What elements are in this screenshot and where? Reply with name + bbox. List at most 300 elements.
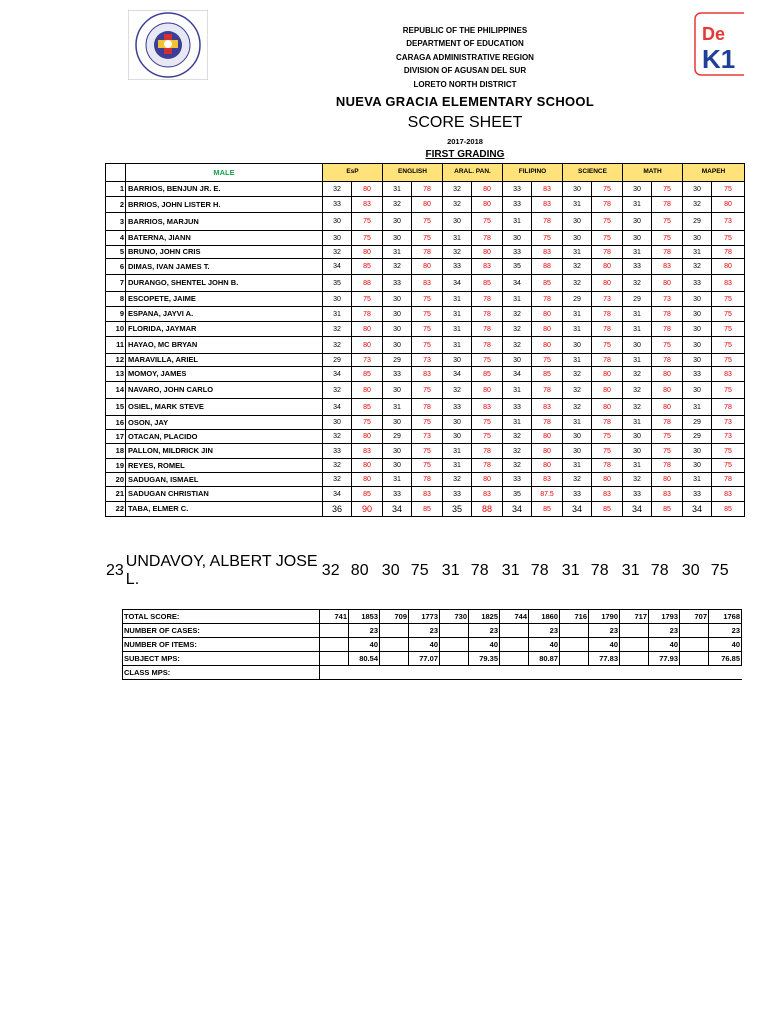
percent-score: 85 <box>532 275 563 292</box>
percent-score: 85 <box>652 502 683 517</box>
percent-score: 75 <box>712 182 745 197</box>
raw-score: 30 <box>383 459 412 473</box>
raw-score: 31 <box>443 337 472 354</box>
raw-score: 31 <box>561 562 580 579</box>
summary-value: 23 <box>529 624 560 638</box>
raw-score: 31 <box>503 382 532 399</box>
percent-score: 78 <box>472 307 503 322</box>
empty-row <box>105 590 743 604</box>
percent-score: 78 <box>592 459 623 473</box>
raw-score: 32 <box>323 337 352 354</box>
table-row <box>106 292 745 307</box>
raw-score: 33 <box>503 473 532 487</box>
raw-score: 33 <box>443 487 472 502</box>
summary-value: 40 <box>649 638 680 652</box>
summary-value: 1825 <box>469 610 500 624</box>
header-division: DIVISION OF AGUSAN DEL SUR <box>403 66 527 75</box>
percent-score: 85 <box>472 367 503 382</box>
percent-score: 78 <box>472 444 503 459</box>
male-header: MALE <box>126 164 323 182</box>
raw-score: 30 <box>383 213 412 231</box>
percent-score: 83 <box>472 259 503 275</box>
percent-score: 75 <box>412 322 443 337</box>
raw-score: 30 <box>383 444 412 459</box>
student-name: PALLON, MILDRICK JIN <box>126 444 323 459</box>
percent-score: 80 <box>472 473 503 487</box>
summary-row <box>123 638 742 652</box>
raw-score: 33 <box>683 275 712 292</box>
raw-score: 35 <box>443 502 472 517</box>
percent-score: 80 <box>532 322 563 337</box>
student-name: REYES, ROMEL <box>126 459 323 473</box>
summary-value <box>440 652 469 666</box>
subject-header: FILIPINO <box>503 164 563 182</box>
percent-score: 83 <box>412 367 443 382</box>
summary-value: 730 <box>440 610 469 624</box>
raw-score: 32 <box>503 322 532 337</box>
percent-score: 88 <box>532 259 563 275</box>
summary-value: 707 <box>680 610 709 624</box>
raw-score: 34 <box>683 502 712 517</box>
table-row <box>106 444 745 459</box>
percent-score: 78 <box>592 416 623 430</box>
raw-score: 36 <box>323 502 352 517</box>
percent-score: 75 <box>710 562 729 579</box>
percent-score: 75 <box>412 337 443 354</box>
summary-value <box>500 624 529 638</box>
table-row <box>106 367 745 382</box>
row-number: 2 <box>106 197 126 213</box>
percent-score: 80 <box>472 197 503 213</box>
percent-score: 83 <box>652 487 683 502</box>
summary-value: 744 <box>500 610 529 624</box>
summary-value: 717 <box>620 610 649 624</box>
percent-score: 80 <box>352 459 383 473</box>
header-blank <box>106 164 126 182</box>
percent-score: 80 <box>592 382 623 399</box>
raw-score: 31 <box>563 416 592 430</box>
summary-value: 76.85 <box>709 652 742 666</box>
raw-score: 33 <box>383 275 412 292</box>
percent-score: 78 <box>412 473 443 487</box>
raw-score: 31 <box>383 182 412 197</box>
row-number: 4 <box>106 231 126 246</box>
raw-score: 30 <box>323 416 352 430</box>
summary-value: 80.54 <box>349 652 380 666</box>
percent-score: 83 <box>712 487 745 502</box>
percent-score: 75 <box>652 337 683 354</box>
percent-score: 85 <box>352 259 383 275</box>
sheet-title: SCORE SHEET <box>407 114 523 131</box>
raw-score: 30 <box>443 416 472 430</box>
summary-value <box>620 652 649 666</box>
raw-score: 31 <box>621 562 640 579</box>
empty-cell <box>590 590 621 604</box>
percent-score: 75 <box>592 213 623 231</box>
raw-score: 30 <box>681 562 700 579</box>
percent-score: 73 <box>352 354 383 367</box>
raw-score: 32 <box>323 430 352 444</box>
row-number: 9 <box>106 307 126 322</box>
percent-score: 78 <box>652 197 683 213</box>
raw-score: 32 <box>623 275 652 292</box>
summary-value: 23 <box>649 624 680 638</box>
raw-score: 31 <box>563 246 592 259</box>
empty-cell <box>621 590 650 604</box>
summary-value <box>500 652 529 666</box>
raw-score: 31 <box>623 197 652 213</box>
table-row <box>106 473 745 487</box>
raw-score: 32 <box>443 473 472 487</box>
summary-value: 77.83 <box>589 652 620 666</box>
raw-score: 31 <box>443 231 472 246</box>
raw-score: 33 <box>683 487 712 502</box>
percent-score: 78 <box>590 562 609 579</box>
raw-score: 33 <box>443 259 472 275</box>
summary-value: 1773 <box>409 610 440 624</box>
raw-score: 34 <box>323 367 352 382</box>
summary-value: 40 <box>709 638 742 652</box>
raw-score: 30 <box>563 231 592 246</box>
percent-score: 80 <box>532 459 563 473</box>
percent-score: 75 <box>412 459 443 473</box>
row-number: 13 <box>106 367 126 382</box>
summary-value <box>620 638 649 652</box>
raw-score: 30 <box>563 182 592 197</box>
raw-score: 30 <box>683 322 712 337</box>
percent-score: 80 <box>532 337 563 354</box>
percent-score: 83 <box>472 399 503 416</box>
raw-score: 32 <box>563 473 592 487</box>
row-number: 12 <box>106 354 126 367</box>
percent-score: 75 <box>592 231 623 246</box>
row-number: 8 <box>106 292 126 307</box>
row-number: 17 <box>106 430 126 444</box>
raw-score: 32 <box>623 367 652 382</box>
percent-score: 83 <box>412 487 443 502</box>
raw-score: 30 <box>323 213 352 231</box>
summary-value: 23 <box>469 624 500 638</box>
raw-score: 32 <box>623 399 652 416</box>
raw-score: 34 <box>383 502 412 517</box>
raw-score: 33 <box>503 197 532 213</box>
raw-score: 33 <box>503 399 532 416</box>
percent-score: 78 <box>650 562 669 579</box>
empty-cell <box>681 590 710 604</box>
raw-score: 33 <box>323 197 352 213</box>
percent-score: 83 <box>412 275 443 292</box>
raw-score: 32 <box>443 182 472 197</box>
raw-score: 31 <box>563 322 592 337</box>
summary-value: 23 <box>409 624 440 638</box>
percent-score: 75 <box>472 213 503 231</box>
raw-score: 30 <box>623 231 652 246</box>
percent-score: 80 <box>472 182 503 197</box>
empty-cell <box>321 590 350 604</box>
raw-score: 31 <box>623 416 652 430</box>
summary-value <box>320 624 349 638</box>
summary-value: 40 <box>409 638 440 652</box>
row-number: 23 <box>106 562 124 579</box>
percent-score: 83 <box>352 197 383 213</box>
summary-value <box>500 638 529 652</box>
percent-score: 78 <box>592 246 623 259</box>
raw-score: 33 <box>623 259 652 275</box>
score-table <box>105 163 745 517</box>
empty-cell <box>650 590 681 604</box>
summary-value <box>560 638 589 652</box>
percent-score: 80 <box>592 275 623 292</box>
deped-seal-logo <box>128 10 208 80</box>
percent-score: 75 <box>592 182 623 197</box>
raw-score: 30 <box>623 430 652 444</box>
percent-score: 75 <box>592 337 623 354</box>
percent-score: 78 <box>472 337 503 354</box>
percent-score: 75 <box>412 416 443 430</box>
table-row <box>106 354 745 367</box>
row-number: 16 <box>106 416 126 430</box>
raw-score: 34 <box>503 275 532 292</box>
raw-score: 31 <box>623 307 652 322</box>
summary-value: 80.87 <box>529 652 560 666</box>
student-name: TABA, ELMER C. <box>126 502 323 517</box>
raw-score: 35 <box>503 259 532 275</box>
student-name: NAVARO, JOHN CARLO <box>126 382 323 399</box>
percent-score: 73 <box>652 292 683 307</box>
subject-header: MAPEH <box>683 164 745 182</box>
row-number: 20 <box>106 473 126 487</box>
summary-value: 79.35 <box>469 652 500 666</box>
row-number: 5 <box>106 246 126 259</box>
summary-value <box>680 624 709 638</box>
summary-row <box>123 652 742 666</box>
percent-score: 78 <box>412 246 443 259</box>
raw-score: 31 <box>623 322 652 337</box>
student-name: OSON, JAY <box>126 416 323 430</box>
raw-score: 30 <box>383 292 412 307</box>
percent-score: 78 <box>712 399 745 416</box>
raw-score: 34 <box>623 502 652 517</box>
row-number: 7 <box>106 275 126 292</box>
raw-score: 34 <box>503 367 532 382</box>
student-name: MARAVILLA, ARIEL <box>126 354 323 367</box>
header-department: DEPARTMENT OF EDUCATION <box>406 39 524 48</box>
percent-score: 80 <box>712 197 745 213</box>
percent-score: 80 <box>352 337 383 354</box>
percent-score: 75 <box>652 182 683 197</box>
raw-score: 30 <box>563 213 592 231</box>
raw-score: 30 <box>683 337 712 354</box>
percent-score: 78 <box>652 416 683 430</box>
raw-score: 31 <box>503 213 532 231</box>
empty-cell <box>381 590 410 604</box>
summary-value <box>560 624 589 638</box>
raw-score: 30 <box>443 354 472 367</box>
summary-value <box>440 624 469 638</box>
percent-score: 83 <box>592 487 623 502</box>
percent-score: 78 <box>472 292 503 307</box>
table-row <box>106 337 745 354</box>
raw-score: 33 <box>683 367 712 382</box>
summary-value: 1793 <box>649 610 680 624</box>
percent-score: 78 <box>532 382 563 399</box>
percent-score: 75 <box>412 382 443 399</box>
raw-score: 32 <box>563 275 592 292</box>
percent-score: 80 <box>350 562 369 579</box>
raw-score: 32 <box>623 473 652 487</box>
summary-value: 40 <box>589 638 620 652</box>
percent-score: 88 <box>472 502 503 517</box>
percent-score: 75 <box>352 231 383 246</box>
raw-score: 30 <box>383 322 412 337</box>
raw-score: 33 <box>383 487 412 502</box>
student-name: BARRIOS, BENJUN JR. E. <box>126 182 323 197</box>
student-name: BARRIOS, MARJUN <box>126 213 323 231</box>
percent-score: 85 <box>532 502 563 517</box>
row-number: 18 <box>106 444 126 459</box>
raw-score: 32 <box>323 382 352 399</box>
raw-score: 29 <box>623 292 652 307</box>
percent-score: 75 <box>652 231 683 246</box>
percent-score: 80 <box>472 382 503 399</box>
percent-score: 80 <box>352 246 383 259</box>
raw-score: 32 <box>323 182 352 197</box>
percent-score: 83 <box>532 197 563 213</box>
table-row <box>106 246 745 259</box>
percent-score: 75 <box>472 416 503 430</box>
summary-value: 716 <box>560 610 589 624</box>
raw-score: 30 <box>323 292 352 307</box>
percent-score: 78 <box>652 354 683 367</box>
raw-score: 34 <box>323 259 352 275</box>
summary-value <box>380 624 409 638</box>
percent-score: 75 <box>712 231 745 246</box>
percent-score: 75 <box>472 430 503 444</box>
raw-score: 30 <box>623 444 652 459</box>
raw-score: 32 <box>503 307 532 322</box>
raw-score: 31 <box>441 562 460 579</box>
student-name: BRUNO, JOHN CRIS <box>126 246 323 259</box>
summary-label: NUMBER OF CASES: <box>123 624 320 638</box>
empty-cell <box>410 590 441 604</box>
empty-cell <box>530 590 561 604</box>
percent-score: 75 <box>652 444 683 459</box>
percent-score: 78 <box>652 459 683 473</box>
percent-score: 73 <box>412 430 443 444</box>
percent-score: 80 <box>352 182 383 197</box>
table-row <box>105 552 743 590</box>
empty-cell <box>470 590 501 604</box>
percent-score: 75 <box>712 337 745 354</box>
table-row <box>106 399 745 416</box>
summary-value: 1790 <box>589 610 620 624</box>
percent-score: 75 <box>352 292 383 307</box>
table-row <box>106 275 745 292</box>
table-row <box>106 307 745 322</box>
raw-score: 30 <box>503 231 532 246</box>
raw-score: 33 <box>563 487 592 502</box>
student-name: ESCOPETE, JAIME <box>126 292 323 307</box>
raw-score: 31 <box>623 459 652 473</box>
student-name: DIMAS, IVAN JAMES T. <box>126 259 323 275</box>
raw-score: 32 <box>323 246 352 259</box>
raw-score: 32 <box>383 259 412 275</box>
raw-score: 32 <box>443 197 472 213</box>
summary-value: 1853 <box>349 610 380 624</box>
row-number: 1 <box>106 182 126 197</box>
raw-score: 32 <box>383 197 412 213</box>
raw-score: 31 <box>503 292 532 307</box>
raw-score: 33 <box>503 182 532 197</box>
raw-score: 33 <box>503 246 532 259</box>
raw-score: 30 <box>683 354 712 367</box>
raw-score: 33 <box>443 399 472 416</box>
table-row <box>106 382 745 399</box>
table-row <box>106 416 745 430</box>
subject-header: ENGLISH <box>383 164 443 182</box>
raw-score: 31 <box>443 459 472 473</box>
percent-score: 75 <box>652 430 683 444</box>
student-name: MOMOY, JAMES <box>126 367 323 382</box>
summary-value <box>380 652 409 666</box>
class-mps-value <box>320 666 742 680</box>
summary-value <box>320 652 349 666</box>
raw-score: 32 <box>443 246 472 259</box>
percent-score: 80 <box>352 430 383 444</box>
percent-score: 78 <box>470 562 489 579</box>
percent-score: 78 <box>352 307 383 322</box>
percent-score: 80 <box>652 275 683 292</box>
raw-score: 30 <box>383 382 412 399</box>
logo-text-1: De <box>702 24 726 44</box>
percent-score: 75 <box>712 307 745 322</box>
table-row <box>106 459 745 473</box>
raw-score: 30 <box>563 444 592 459</box>
raw-score: 29 <box>683 430 712 444</box>
empty-cell <box>105 590 125 604</box>
raw-score: 32 <box>323 459 352 473</box>
deped-k12-logo <box>694 12 744 76</box>
empty-cell <box>125 590 321 604</box>
header-region: CARAGA ADMINISTRATIVE REGION <box>396 53 534 62</box>
logo-text-2: K1 <box>702 44 736 74</box>
percent-score: 78 <box>472 231 503 246</box>
table-row <box>106 197 745 213</box>
percent-score: 80 <box>472 246 503 259</box>
summary-value: 23 <box>709 624 742 638</box>
raw-score: 30 <box>383 307 412 322</box>
percent-score: 73 <box>712 430 745 444</box>
raw-score: 32 <box>563 259 592 275</box>
percent-score: 75 <box>712 382 745 399</box>
student-name: FLORIDA, JAYMAR <box>126 322 323 337</box>
percent-score: 78 <box>532 213 563 231</box>
empty-cell <box>350 590 381 604</box>
raw-score: 31 <box>443 307 472 322</box>
percent-score: 80 <box>412 197 443 213</box>
percent-score: 85 <box>352 399 383 416</box>
raw-score: 30 <box>623 337 652 354</box>
summary-value <box>680 652 709 666</box>
summary-value: 40 <box>529 638 560 652</box>
school-year: 2017-2018 <box>447 137 483 146</box>
raw-score: 34 <box>323 487 352 502</box>
raw-score: 32 <box>503 459 532 473</box>
raw-score: 30 <box>683 307 712 322</box>
score-table-continued <box>105 552 743 604</box>
row-number: 6 <box>106 259 126 275</box>
percent-score: 75 <box>412 444 443 459</box>
